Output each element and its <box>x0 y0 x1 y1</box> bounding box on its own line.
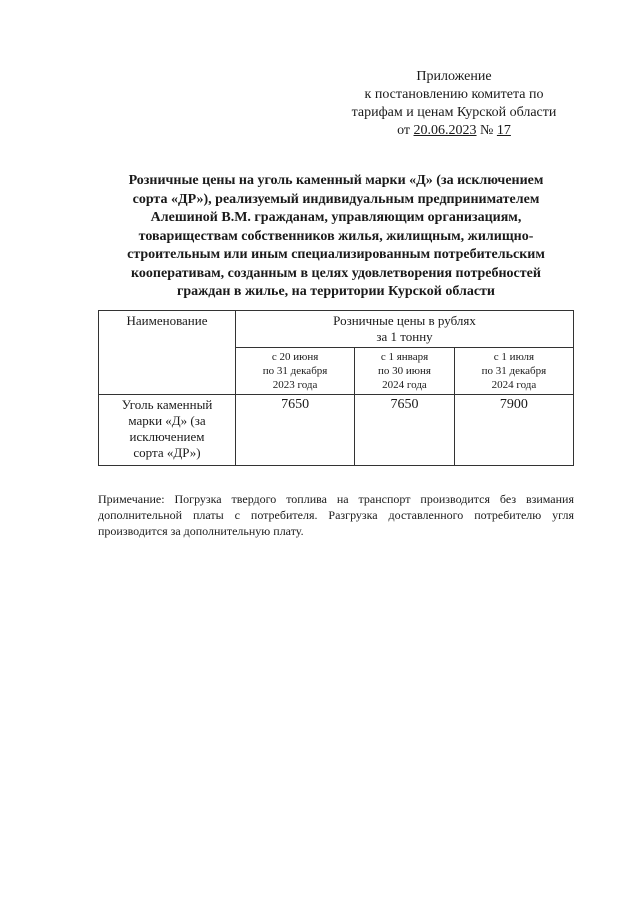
period-line: по 31 декабря <box>262 365 328 377</box>
appendix-date-line <box>320 122 588 140</box>
product-name-line: исключением <box>129 429 205 444</box>
product-name-line: Уголь каменный <box>121 397 213 412</box>
price-value-cell: 7650 <box>355 395 455 466</box>
header-name-cell: Наименование <box>99 311 236 395</box>
period-line: по 31 декабря <box>481 365 547 377</box>
title-line-1: Розничные цены на уголь каменный марки «Д» (за исключением <box>128 173 544 188</box>
appendix-line-3: тарифам и ценам Курской области <box>351 105 557 120</box>
appendix-line-1: Приложение <box>416 69 492 84</box>
resolution-date: 20.06.2023 <box>413 123 477 138</box>
period-line: 2024 года <box>491 379 537 391</box>
product-name-cell <box>99 395 236 466</box>
product-name-line: сорта «ДР») <box>133 445 201 460</box>
date-prefix: от <box>397 123 411 138</box>
period-line: с 1 июля <box>493 351 535 363</box>
title-line-2: сорта «ДР»), реализуемый индивидуальным предпринимателем <box>132 191 540 207</box>
price-value-cell: 7650 <box>236 395 355 466</box>
period-line: 2023 года <box>272 379 318 391</box>
table-row <box>99 395 574 466</box>
product-name-line: марки «Д» (за <box>128 413 206 428</box>
period-cell <box>236 348 355 395</box>
period-cell <box>355 348 455 395</box>
title-line-4: товариществам собственников жилья, жилищным, жилищно- <box>138 228 534 244</box>
title-line-6: кооперативам, созданным в целях удовлетворения потребностей <box>131 265 541 281</box>
note-paragraph: Примечание: Погрузка твердого топлива на транспорт производится без взимания дополнительной платы с потребителя. Разгрузка доставленного потребителю угля производится за дополнительную плату. <box>98 492 574 538</box>
price-table <box>98 310 574 466</box>
header-price-cell <box>236 311 574 348</box>
appendix-line-2: к постановлению комитета по <box>364 87 544 102</box>
document-title <box>96 172 576 302</box>
title-line-7: граждан в жилье, на территории Курской области <box>176 284 495 299</box>
number-sign: № <box>480 123 494 138</box>
period-line: по 30 июня <box>378 365 431 377</box>
period-cell <box>454 348 573 395</box>
period-line: с 1 января <box>380 351 429 363</box>
header-price-line-2: за 1 тонну <box>376 329 433 344</box>
table-header-row <box>99 311 574 348</box>
price-value-cell: 7900 <box>454 395 573 466</box>
title-line-3: Алешиной В.М. гражданам, управляющим организациям, <box>150 210 522 225</box>
header-price-line-1: Розничные цены в рублях <box>333 313 476 328</box>
title-line-5: строительным или иным специализированным потребительским <box>127 247 545 262</box>
period-line: с 20 июня <box>271 351 319 363</box>
appendix-header <box>320 68 588 140</box>
period-line: 2024 года <box>382 379 427 391</box>
resolution-number: 17 <box>496 123 511 138</box>
